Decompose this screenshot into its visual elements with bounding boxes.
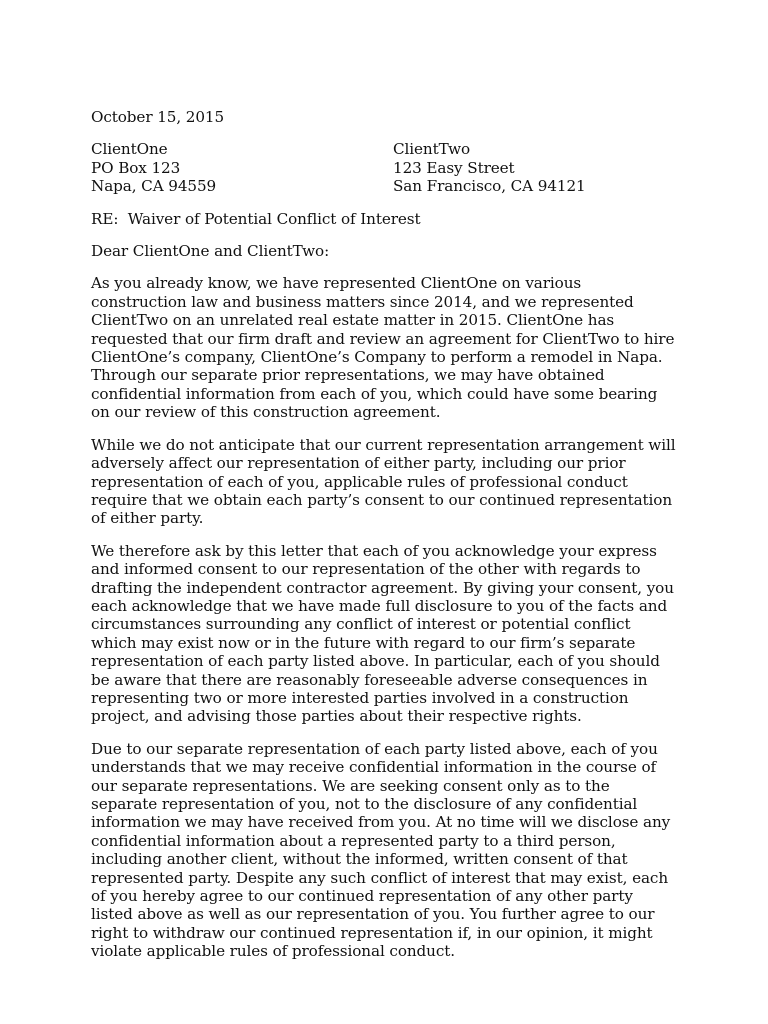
body-paragraph	[91, 436, 711, 528]
recipient-address-block-1	[91, 140, 393, 195]
paragraph-line: ClientOne’s company, ClientOne’s Company to perform a remodel in Napa.	[91, 348, 663, 367]
recipient-address-line: PO Box 123	[91, 158, 181, 177]
paragraph-line: confidential information from each of you, which could have some bearing	[91, 384, 658, 403]
recipient-address-line: 123 Easy Street	[393, 158, 515, 177]
body-paragraph	[91, 274, 711, 421]
paragraph-line: on our review of this construction agreement.	[91, 403, 441, 422]
paragraph-line: construction law and business matters since 2014, and we represented	[91, 292, 634, 311]
recipient-address-block-2	[393, 140, 693, 195]
salutation: Dear ClientOne and ClientTwo:	[91, 242, 330, 261]
recipient-city-line: San Francisco, CA 94121	[393, 177, 586, 196]
paragraph-line: of either party.	[91, 509, 204, 528]
recipient-name: ClientOne	[91, 140, 168, 159]
body-paragraph	[91, 542, 711, 726]
paragraph-line: representing two or more interested parties involved in a construction	[91, 688, 629, 707]
paragraph-line: each acknowledge that we have made full disclosure to you of the facts and	[91, 596, 668, 615]
paragraph-line: understands that we may receive confidential information in the course of	[91, 758, 657, 777]
paragraph-line: and informed consent to our representation of the other with regards to	[91, 560, 641, 579]
paragraph-line: violate applicable rules of professional conduct.	[91, 942, 455, 961]
paragraph-line: We therefore ask by this letter that each of you acknowledge your express	[91, 541, 657, 560]
paragraph-line: ClientTwo on an unrelated real estate matter in 2015. ClientOne has	[91, 311, 615, 330]
paragraph-line: information we may have received from you. At no time will we disclose any	[91, 813, 671, 832]
paragraph-line: be aware that there are reasonably foreseeable adverse consequences in	[91, 670, 648, 689]
paragraph-line: representation of each party listed above. In particular, each of you should	[91, 652, 660, 671]
paragraph-line: circumstances surrounding any conflict of interest or potential conflict	[91, 615, 631, 634]
paragraph-line: representation of each of you, applicable rules of professional conduct	[91, 472, 628, 491]
paragraph-line: separate representation of you, not to the disclosure of any confidential	[91, 795, 638, 813]
paragraph-line: drafting the independent contractor agreement. By giving your consent, you	[91, 578, 674, 597]
recipient-city-line: Napa, CA 94559	[91, 177, 217, 196]
body-paragraph	[91, 740, 711, 961]
paragraph-line: listed above as well as our representation of you. You further agree to our	[91, 905, 655, 924]
letter-page	[91, 108, 711, 975]
paragraph-line: right to withdraw our continued representation if, in our opinion, it might	[91, 923, 653, 942]
paragraph-line: requested that our firm draft and review an agreement for ClientTwo to hire	[91, 329, 675, 348]
paragraph-line: which may exist now or in the future with regard to our firm’s separate	[91, 633, 636, 652]
paragraph-line: As you already know, we have represented ClientOne on various	[91, 274, 582, 293]
paragraph-line: including another client, without the informed, written consent of that	[91, 850, 628, 869]
paragraph-line: require that we obtain each party’s consent to our continued representation	[91, 490, 673, 509]
paragraph-line: our separate representations. We are seeking consent only as to the	[91, 776, 610, 795]
paragraph-line: confidential information about a represented party to a third person,	[91, 831, 616, 850]
paragraph-line: Due to our separate representation of each party listed above, each of you	[91, 739, 658, 758]
paragraph-line: Through our separate prior representations, we may have obtained	[91, 366, 605, 385]
letter-date: October 15, 2015	[91, 108, 225, 126]
letter-body	[91, 274, 711, 960]
recipient-addresses	[91, 140, 711, 195]
paragraph-line: of you hereby agree to our continued representation of any other party	[91, 887, 633, 906]
paragraph-line: While we do not anticipate that our current representation arrangement will	[91, 435, 676, 454]
subject-line: RE: Waiver of Potential Conflict of Interest	[91, 209, 421, 228]
recipient-name: ClientTwo	[393, 140, 471, 159]
paragraph-line: represented party. Despite any such conflict of interest that may exist, each	[91, 868, 668, 887]
paragraph-line: project, and advising those parties about their respective rights.	[91, 707, 582, 726]
paragraph-line: adversely affect our representation of either party, including our prior	[91, 454, 626, 473]
